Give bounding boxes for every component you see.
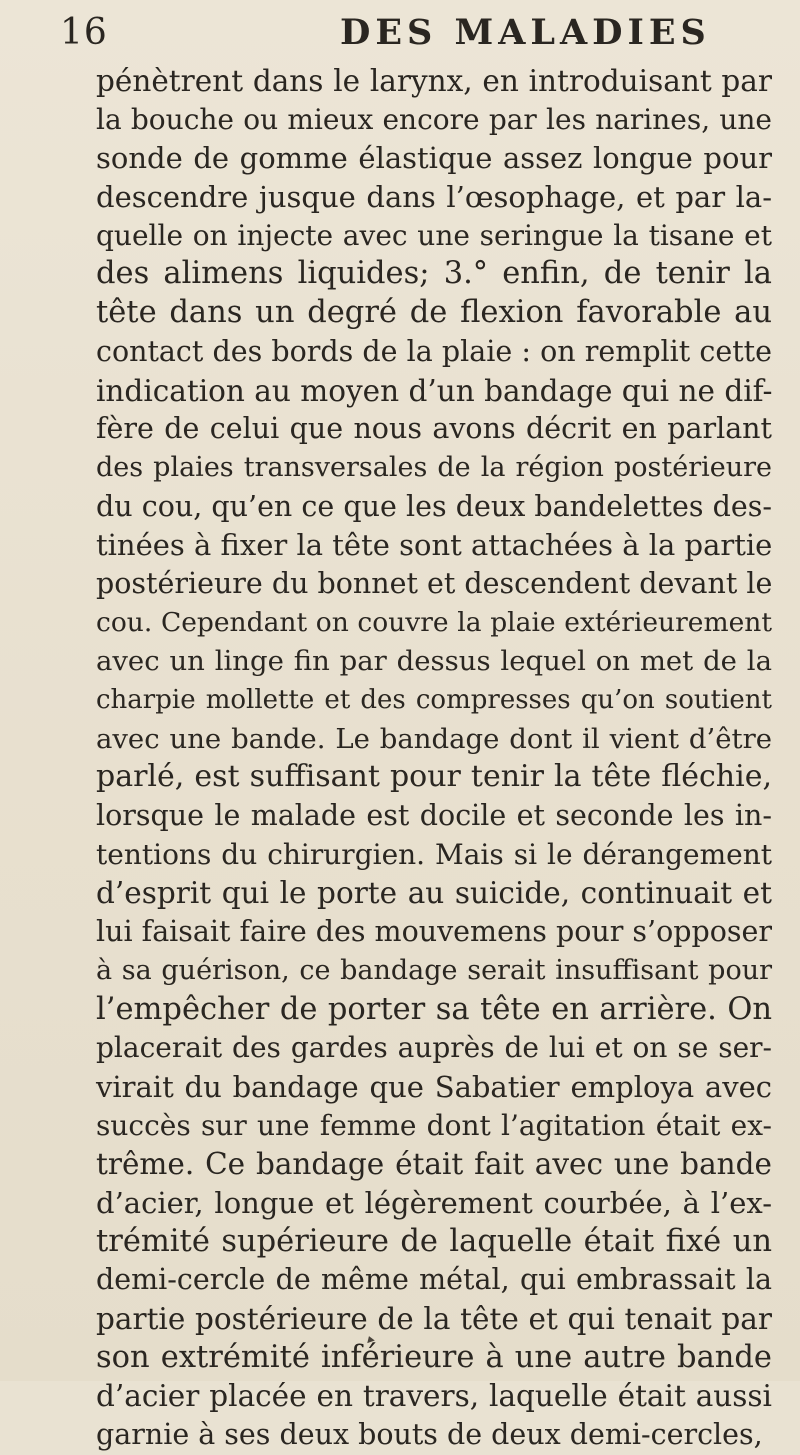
- text-line: quelle on injecte avec une seringue la tisane et: [96, 218, 772, 252]
- text-line: lui faisait faire des mouvemens pour s’opposer: [96, 915, 773, 949]
- text-line: contact des bords de la plaie : on remplit cette: [96, 334, 772, 368]
- text-line: fère de celui que nous avons décrit en parlant: [96, 412, 772, 446]
- text-line: tête dans un degré de flexion favorable au: [96, 295, 772, 331]
- text-line: tentions du chirurgien. Mais si le dérangement: [96, 837, 772, 871]
- text-line: l’empêcher de porter sa tête en arrière. On: [96, 991, 772, 1027]
- text-line: virait du bandage que Sabatier employa avec: [96, 1069, 772, 1104]
- page-number: 16: [60, 12, 108, 53]
- text-line: des plaies transversales de la région postérieure: [96, 451, 772, 483]
- text-line: son extrémité inférieure à une autre bande: [96, 1339, 772, 1375]
- text-line: avec un linge fin par dessus lequel on met de la: [96, 645, 772, 678]
- text-line: indication au moyen d’un bandage qui ne dif-: [96, 373, 773, 408]
- text-line: du cou, qu’en ce que les deux bandelettes des-: [96, 489, 772, 523]
- text-line: descendre jusque dans l’œsophage, et par la-: [96, 180, 772, 215]
- text-line: d’acier placée en travers, laquelle était aussi: [96, 1379, 772, 1414]
- text-line: trémité supérieure de laquelle était fixé un: [96, 1223, 772, 1259]
- text-line: des alimens liquides; 3.° enfin, de tenir la: [96, 256, 772, 292]
- text-line: sonde de gomme élastique assez longue pour: [96, 141, 772, 176]
- text-line: succès sur une femme dont l’agitation était ex-: [96, 1108, 772, 1142]
- text-line: d’esprit qui le porte au suicide, continuait et: [96, 876, 772, 911]
- page-header: [60, 6, 760, 60]
- text-line: placerait des gardes auprès de lui et on se ser-: [96, 1031, 772, 1065]
- text-line: lorsque le malade est docile et seconde les in-: [96, 799, 772, 833]
- text-line: partie postérieure de la tête et qui tenait par: [96, 1302, 772, 1336]
- body-text: [96, 62, 772, 1455]
- text-line: avec une bande. Le bandage dont il vient d’être: [96, 722, 772, 755]
- text-line: trême. Ce bandage était fait avec une bande: [96, 1147, 772, 1182]
- text-line: tinées à fixer la tête sont attachées à la partie: [96, 528, 773, 563]
- text-line: d’acier, longue et légèrement courbée, à l’ex-: [96, 1185, 772, 1220]
- text-line: cou. Cependant on couvre la plaie extérieurement: [96, 606, 772, 638]
- text-line: la bouche ou mieux encore par les narines, une: [96, 102, 772, 136]
- text-line: demi-cercle de même métal, qui embrassait la: [96, 1263, 772, 1297]
- text-line: garnie à ses deux bouts de deux demi-cercles,: [96, 1418, 763, 1452]
- text-line: parlé, est suffisant pour tenir la tête fléchie,: [96, 759, 772, 795]
- text-line: à sa guérison, ce bandage serait insuffisant pour: [96, 954, 772, 986]
- running-head: DES MALADIES: [340, 12, 711, 53]
- text-line: postérieure du bonnet et descendent devant le: [96, 566, 773, 600]
- text-line: charpie mollette et des compresses qu’on soutient: [96, 685, 772, 715]
- text-line: pénètrent dans le larynx, en introduisant par: [96, 64, 772, 98]
